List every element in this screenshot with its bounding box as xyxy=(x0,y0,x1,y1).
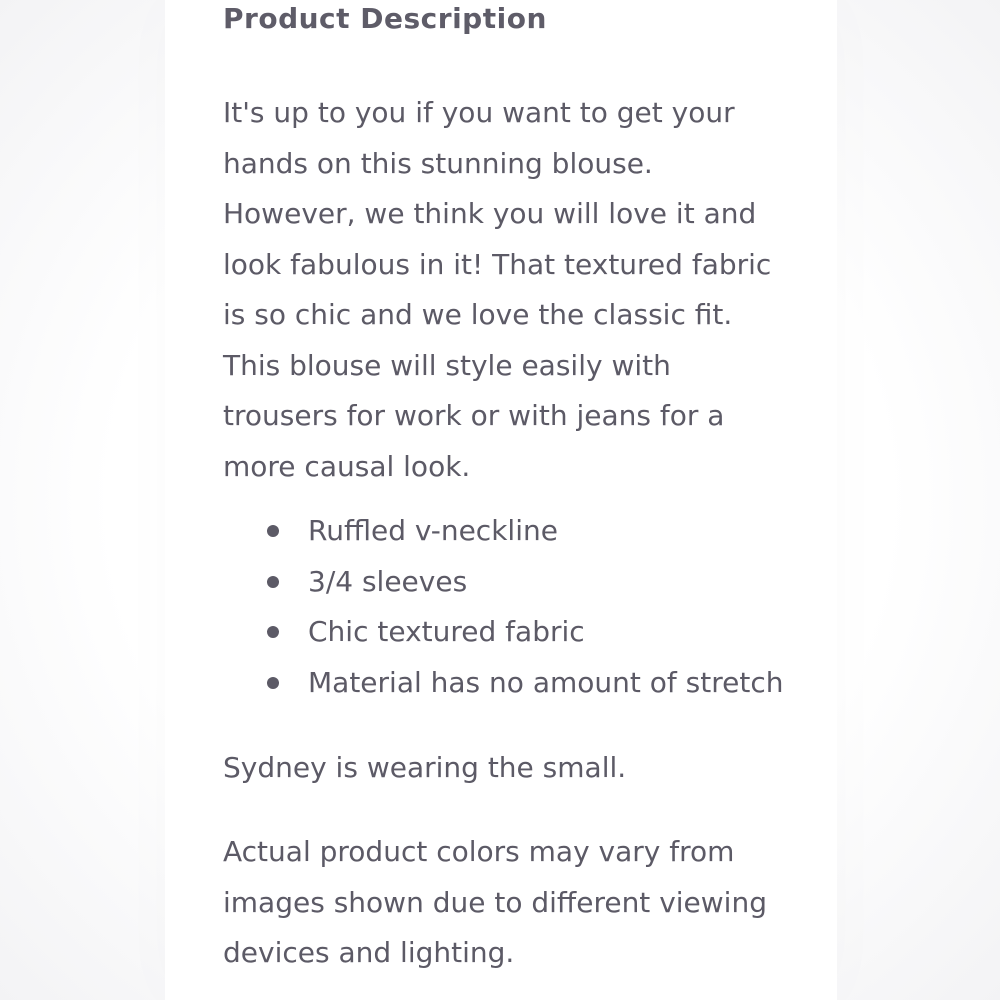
color-disclaimer: Actual product colors may vary from images shown due to different viewing devices and lighting. xyxy=(223,835,767,969)
bullet-icon xyxy=(267,677,279,689)
model-size-note: Sydney is wearing the small. xyxy=(223,751,627,784)
description-paragraph: It's up to you if you want to get your hands on this stunning blouse. However, we think you will love it and look fabulous in it! That textured fabric is so chic and we love the classic fit. This blouse will style easily with trousers for work or with jeans for a more causal look. xyxy=(223,96,772,483)
bullet-icon xyxy=(267,576,279,588)
feature-text: Material has no amount of stretch xyxy=(308,665,784,699)
feature-text: 3/4 sleeves xyxy=(308,564,468,598)
feature-text: Ruffled v-neckline xyxy=(308,514,558,547)
section-title: Product Description xyxy=(223,2,547,35)
bullet-icon xyxy=(267,626,279,638)
feature-text: Chic textured fabric xyxy=(308,615,585,648)
bullet-icon xyxy=(267,525,279,537)
